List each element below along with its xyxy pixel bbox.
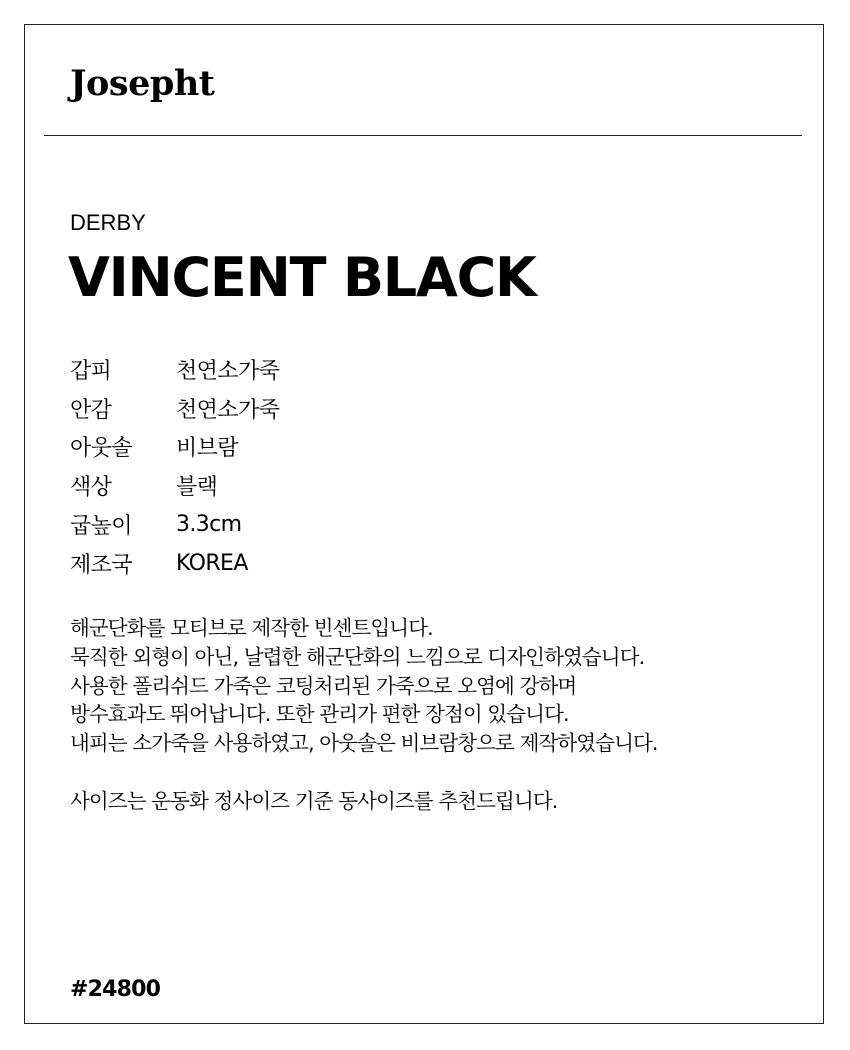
product-category: DERBY <box>70 210 146 235</box>
description-line: 사용한 폴리쉬드 가죽은 코팅처리된 가죽으로 오염에 강하며 <box>70 673 577 698</box>
header-divider <box>44 135 802 136</box>
spec-row-outsole <box>70 428 279 467</box>
product-description <box>70 614 658 758</box>
product-name: VINCENT BLACK <box>68 246 536 309</box>
description-line: 해군단화를 모티브로 제작한 빈센트입니다. <box>70 616 433 640</box>
description-line: 내피는 소가죽을 사용하였고, 아웃솔은 비브람창으로 제작하였습니다. <box>70 731 658 756</box>
description-line: 묵직한 외형이 아닌, 날렵한 해군단화의 느낌으로 디자인하였습니다. <box>70 644 645 669</box>
spec-row-lining <box>70 389 279 428</box>
size-recommendation: 사이즈는 운동화 정사이즈 기준 동사이즈를 추천드립니다. <box>70 789 558 813</box>
spec-value: 천연소가죽 <box>176 358 280 384</box>
spec-list <box>70 350 279 583</box>
spec-value: 천연소가죽 <box>176 397 280 423</box>
product-code: #24800 <box>70 977 161 1002</box>
spec-value: 블랙 <box>176 475 218 501</box>
spec-label: 갑피 <box>70 358 112 384</box>
spec-row-upper <box>70 350 279 389</box>
spec-label: 제조국 <box>70 552 132 578</box>
spec-label: 색상 <box>70 475 112 501</box>
spec-label: 아웃솔 <box>70 436 132 462</box>
spec-label: 안감 <box>70 397 112 423</box>
spec-label: 굽높이 <box>70 514 132 540</box>
spec-row-origin <box>70 544 279 583</box>
spec-value: 3.3cm <box>176 512 242 538</box>
description-line: 방수효과도 뛰어납니다. 또한 관리가 편한 장점이 있습니다. <box>70 702 569 727</box>
spec-value: KOREA <box>176 550 248 576</box>
spec-row-heel-height <box>70 505 279 544</box>
brand-logo: Josepht <box>70 63 215 104</box>
spec-value: 비브람 <box>176 436 238 462</box>
spec-row-color <box>70 466 279 505</box>
